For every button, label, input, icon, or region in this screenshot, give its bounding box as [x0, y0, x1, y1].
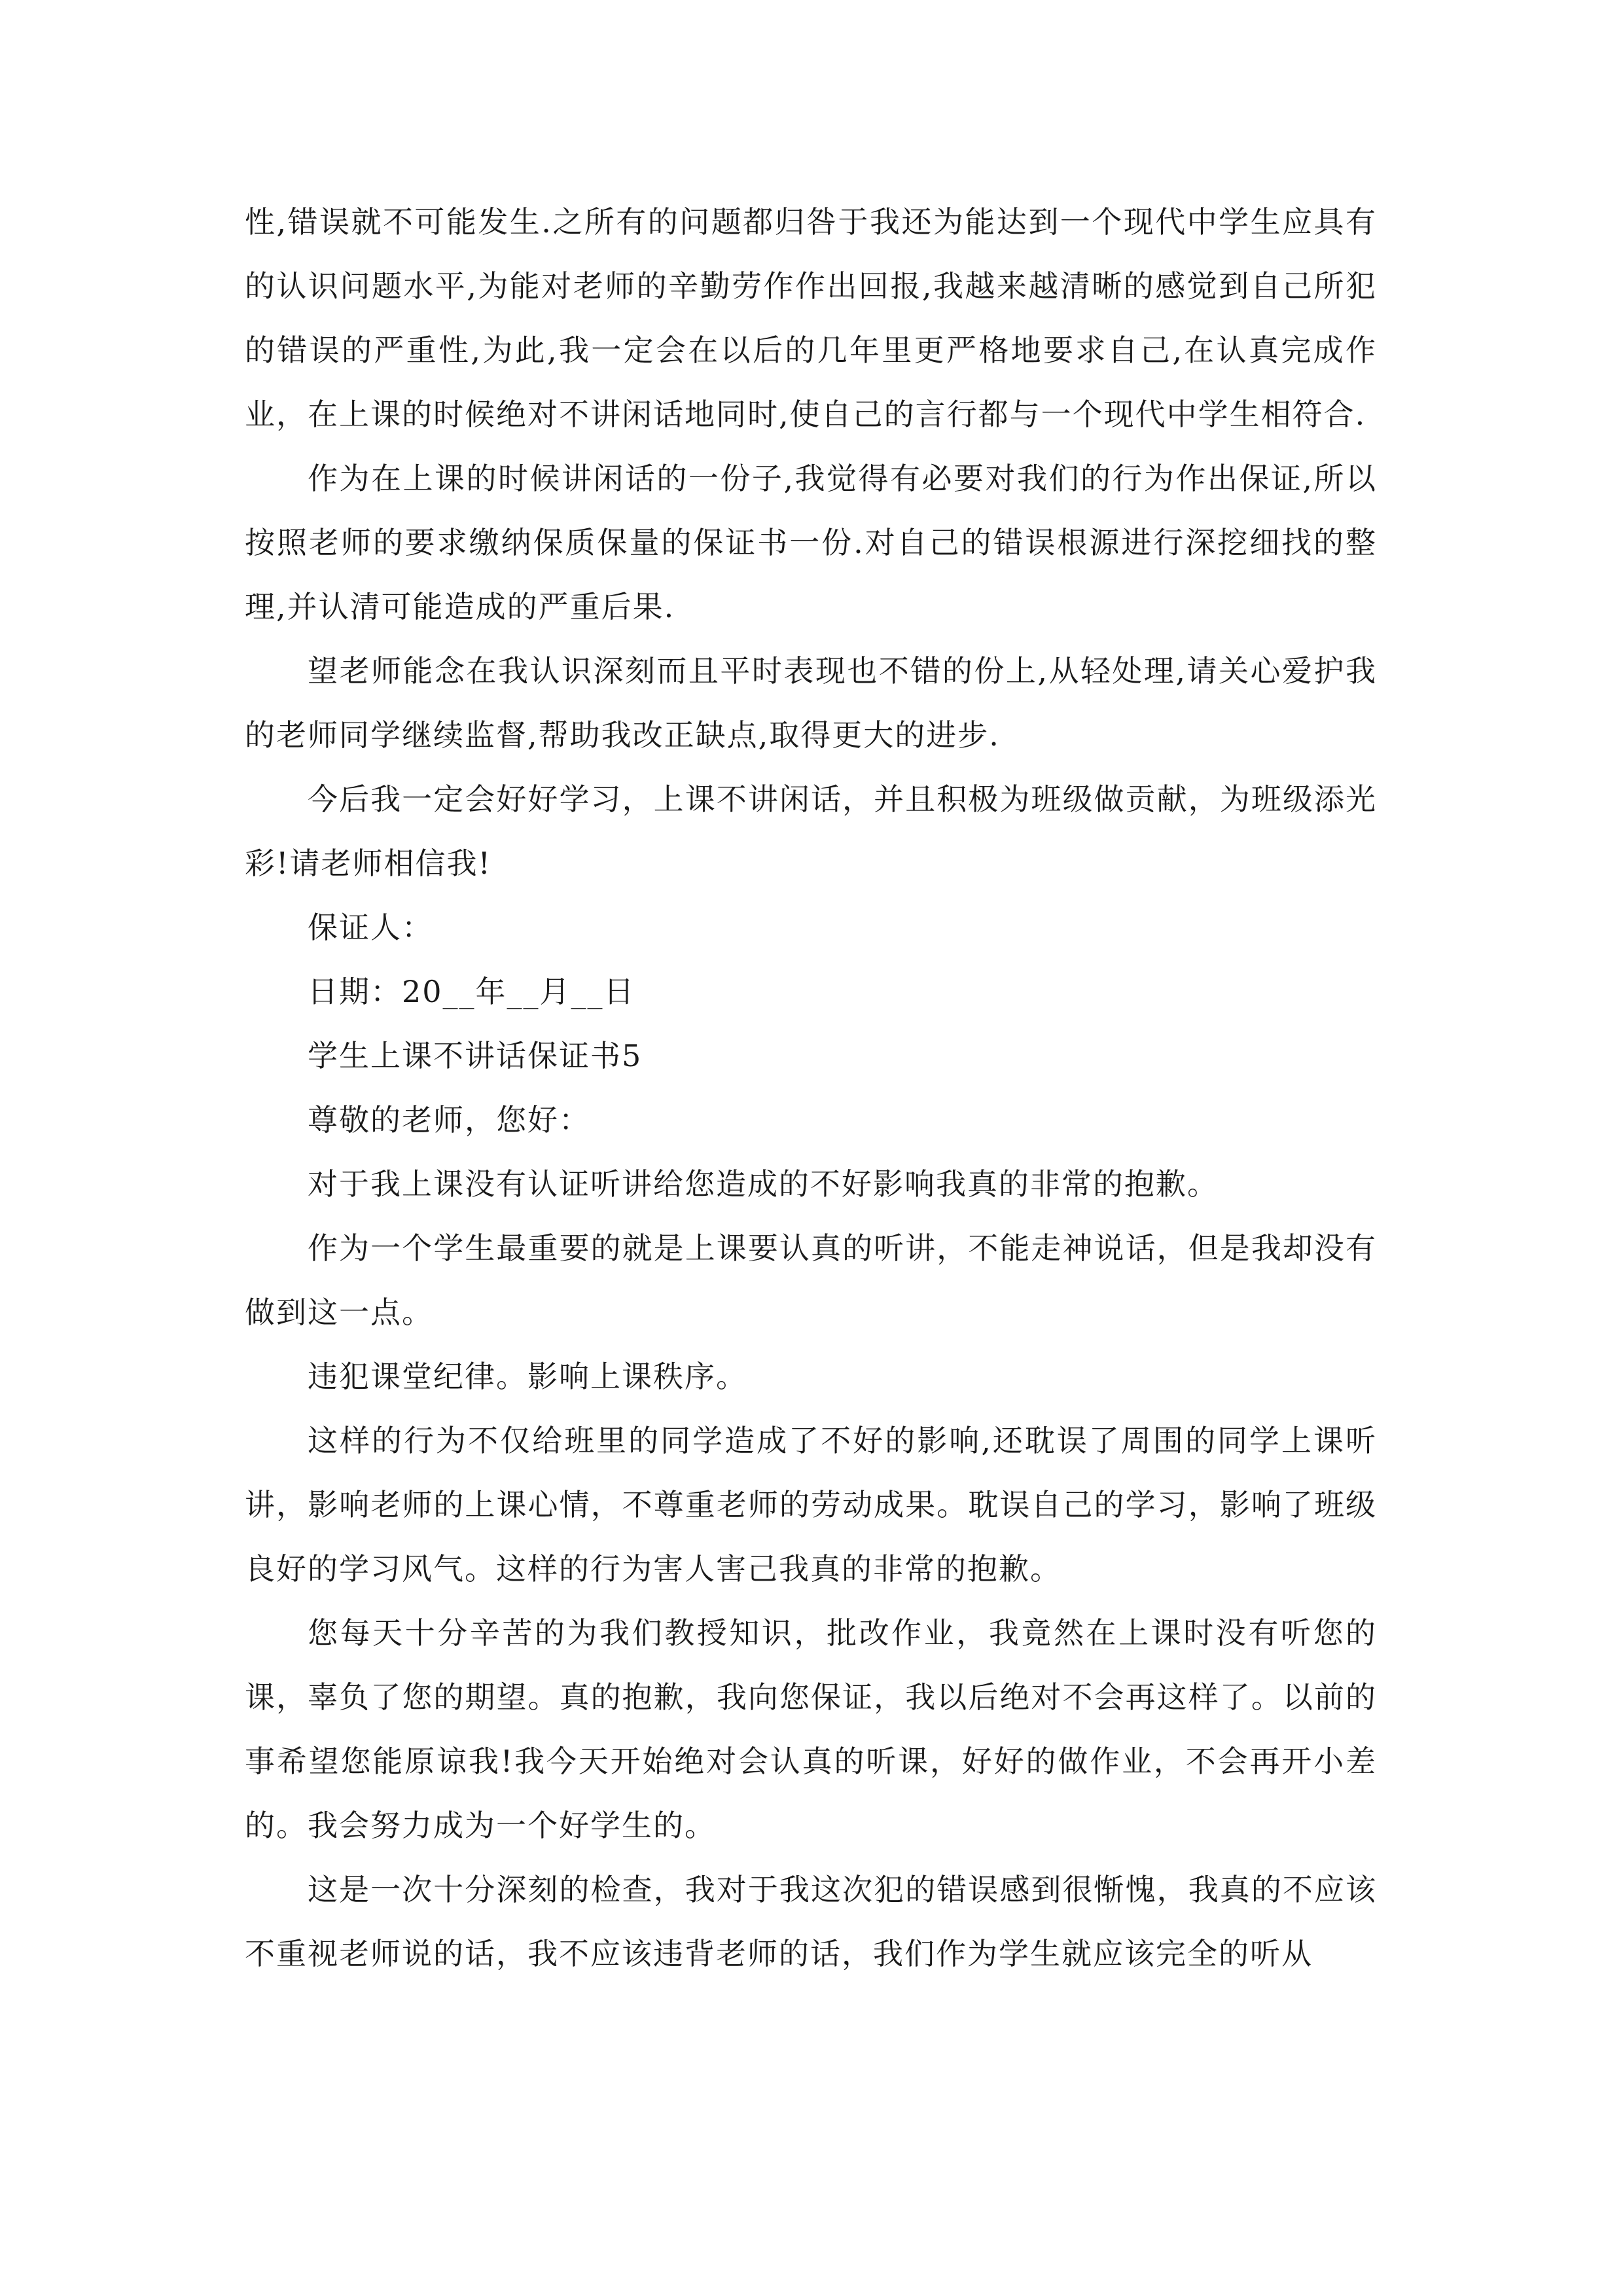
- paragraph: 这样的行为不仅给班里的同学造成了不好的影响,还耽误了周围的同学上课听讲，影响老师的上课心情，不尊重老师的劳动成果。耽误自己的学习，影响了班级良好的学习风气。这样的行为害人害己我真的非常的抱歉。: [245, 1423, 1377, 1587]
- date-line: 日期：20__年__月__日: [308, 974, 635, 1009]
- paragraph: 望老师能念在我认识深刻而且平时表现也不错的份上,从轻处理,请关心爱护我的老师同学继续监督,帮助我改正缺点,取得更大的进步.: [245, 653, 1377, 753]
- paragraph: 违犯课堂纪律。影响上课秩序。: [308, 1359, 747, 1394]
- paragraph: 您每天十分辛苦的为我们教授知识，批改作业，我竟然在上课时没有听您的课，辜负了您的期望。真的抱歉，我向您保证，我以后绝对不会再这样了。以前的事希望您能原谅我!我今天开始绝对会认真的听课，好好的做作业，不会再开小差的。我会努力成为一个好学生的。: [245, 1615, 1377, 1843]
- paragraph: 对于我上课没有认证听讲给您造成的不好影响我真的非常的抱歉。: [308, 1166, 1219, 1202]
- paragraph: 这是一次十分深刻的检查，我对于我这次犯的错误感到很惭愧，我真的不应该不重视老师说的话，我不应该违背老师的话，我们作为学生就应该完全的听从: [245, 1872, 1377, 1971]
- section-title: 学生上课不讲话保证书5: [308, 1038, 643, 1073]
- document-body: [245, 190, 1377, 1986]
- paragraph: 性,错误就不可能发生.之所有的问题都归咎于我还为能达到一个现代中学生应具有的认识问题水平,为能对老师的辛勤劳作作出回报,我越来越清晰的感觉到自己所犯的错误的严重性,为此,我一定会在以后的几年里更严格地要求自己,在认真完成作业，在上课的时候绝对不讲闲话地同时,使自己的言行都与一个现代中学生相符合.: [245, 204, 1377, 432]
- paragraph: 作为在上课的时候讲闲话的一份子,我觉得有必要对我们的行为作出保证,所以按照老师的要求缴纳保质保量的保证书一份.对自己的错误根源进行深挖细找的整理,并认清可能造成的严重后果.: [245, 461, 1377, 624]
- guarantor-line: 保证人：: [308, 910, 433, 945]
- salutation: 尊敬的老师，您好：: [308, 1102, 590, 1138]
- paragraph: 作为一个学生最重要的就是上课要认真的听讲，不能走神说话，但是我却没有做到这一点。: [245, 1230, 1377, 1330]
- paragraph: 今后我一定会好好学习，上课不讲闲话，并且积极为班级做贡献，为班级添光彩!请老师相信我!: [245, 781, 1377, 881]
